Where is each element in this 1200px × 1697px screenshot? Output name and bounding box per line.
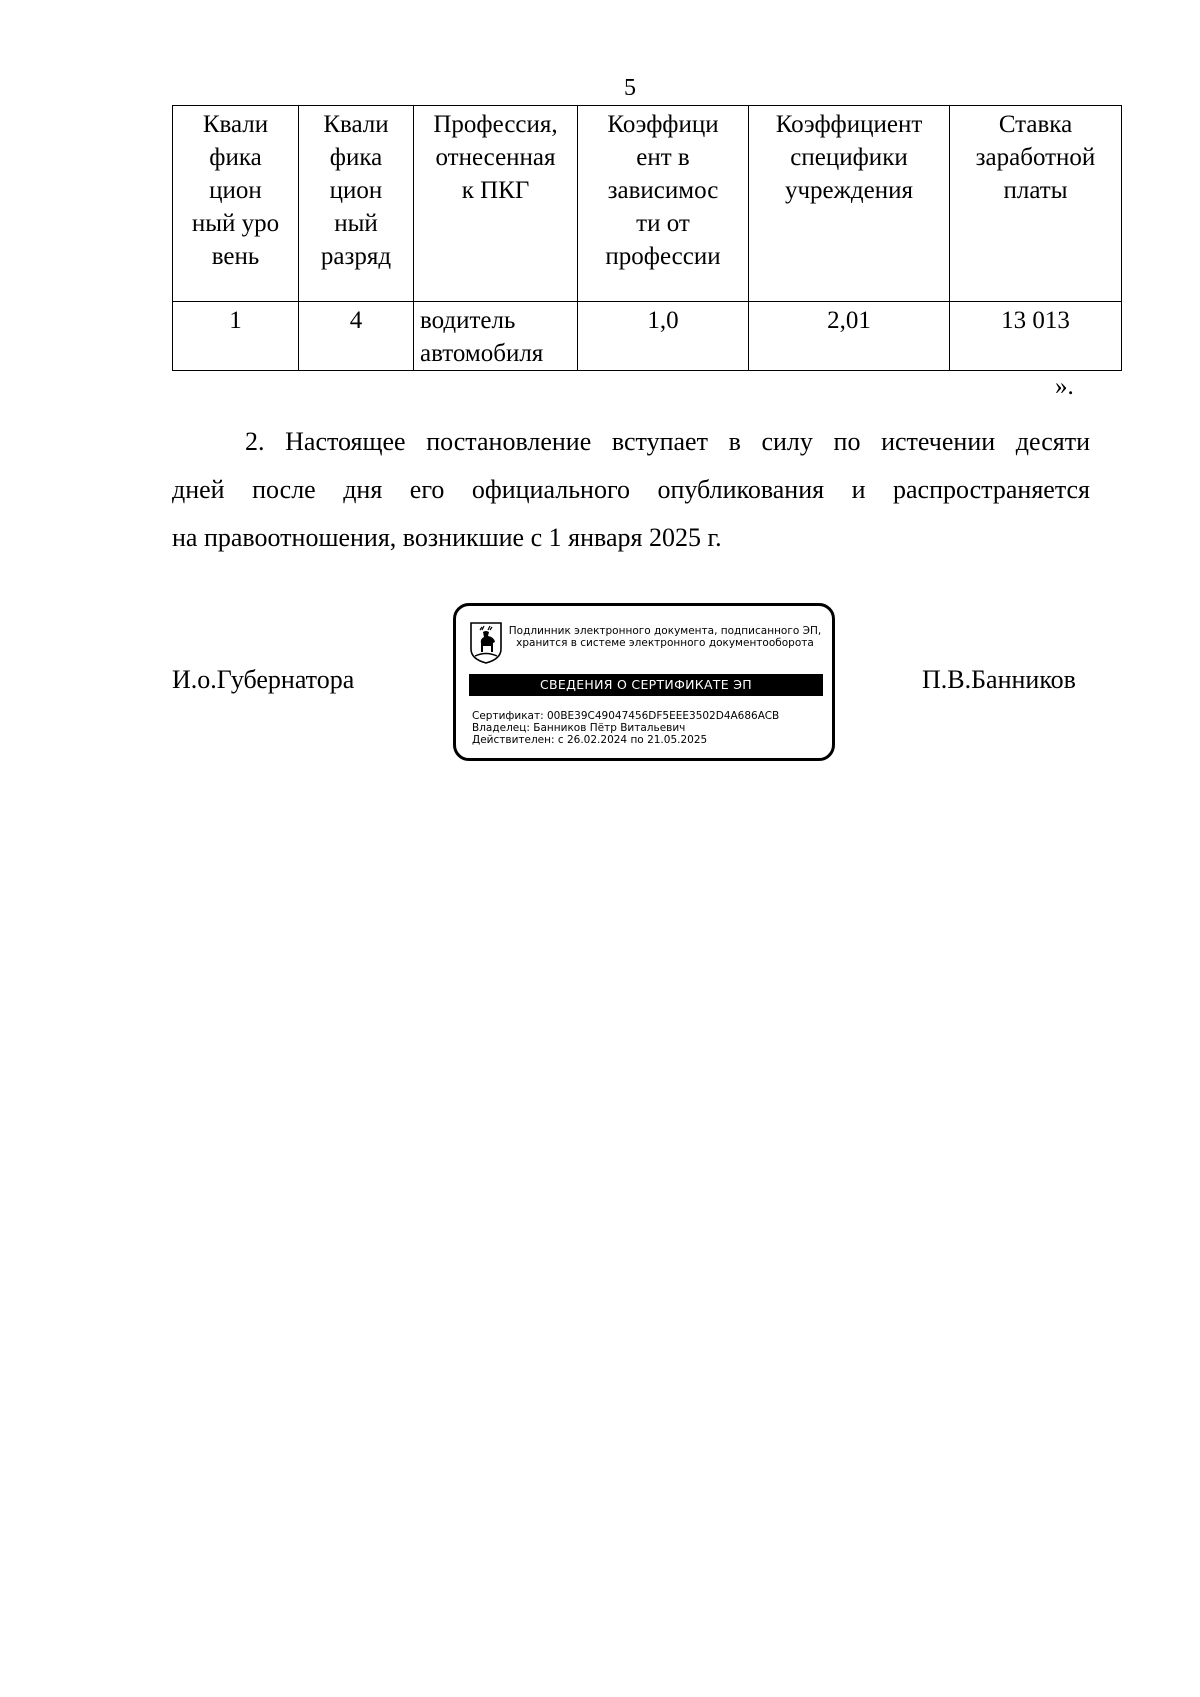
header-qualification-grade: Квали фика цион ный разряд: [299, 106, 414, 302]
paragraph-line: 2. Настоящее постановление вступает в силу по истечении десяти: [245, 427, 1090, 456]
cell-level: 1: [173, 302, 299, 371]
cell-profession: водитель автомобиля: [414, 302, 578, 371]
certificate-owner: Владелец: Банников Пётр Витальевич: [472, 722, 686, 734]
page-number: 5: [624, 75, 636, 101]
electronic-signature-stamp: [453, 603, 835, 761]
cell-coef-institution: 2,01: [749, 302, 950, 371]
signer-title: И.о.Губернатора: [172, 665, 355, 694]
header-salary-rate: Ставка заработной платы: [950, 106, 1122, 302]
cell-grade: 4: [299, 302, 414, 371]
cell-coef-profession: 1,0: [578, 302, 749, 371]
certificate-number: Сертификат: 00BE39C49047456DF5EEE3502D4A686ACB: [472, 710, 780, 722]
closing-quote: ».: [1055, 373, 1074, 400]
stamp-header: Подлинник электронного документа, подписанного ЭП, хранится в системе электронного документооборота: [508, 625, 822, 649]
signer-name: П.В.Банников: [922, 665, 1076, 694]
cell-salary-rate: 13 013: [950, 302, 1122, 371]
stamp-certificate-info: [472, 710, 779, 746]
table-row: [173, 302, 1122, 371]
salary-table: [172, 105, 1122, 371]
paragraph-line: на правоотношения, возникшие с 1 января 2025 г.: [172, 523, 722, 552]
certificate-validity: Действителен: с 26.02.2024 по 21.05.2025: [472, 734, 708, 746]
header-coef-profession: Коэффици ент в зависимос ти от профессии: [578, 106, 749, 302]
table-header-row: [173, 106, 1122, 302]
effective-date-paragraph: [172, 418, 1090, 562]
header-qualification-level: Квали фика цион ный уро вень: [173, 106, 299, 302]
deer-coat-of-arms-icon: [469, 621, 503, 665]
header-profession: Профессия, отнесенная к ПКГ: [414, 106, 578, 302]
paragraph-line: дней после дня его официального опубликования и распространяется: [172, 475, 1090, 504]
stamp-title-bar: СВЕДЕНИЯ О СЕРТИФИКАТЕ ЭП: [469, 674, 823, 696]
header-coef-institution: Коэффициент специфики учреждения: [749, 106, 950, 302]
